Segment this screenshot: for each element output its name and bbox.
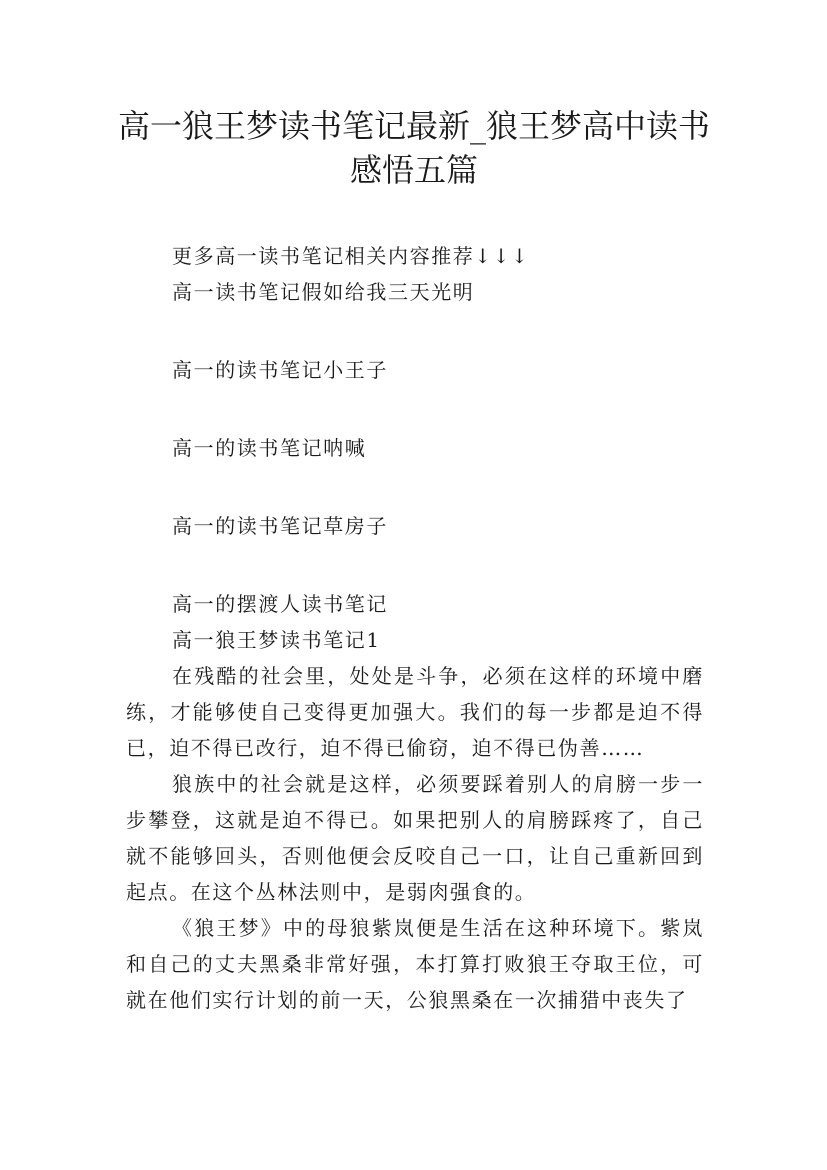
title-line-2: 感悟五篇 <box>349 151 478 189</box>
section-heading: 高一狼王梦读书笔记1 <box>172 628 381 652</box>
related-link-4[interactable]: 高一的读书笔记草房子 <box>172 514 388 538</box>
related-link-1[interactable]: 高一读书笔记假如给我三天光明 <box>172 280 475 304</box>
related-link-5[interactable]: 高一的摆渡人读书笔记 <box>172 592 388 616</box>
body-paragraph-2: 狼族中的社会就是这样，必须要踩着别人的肩膀一步一步攀登，这就是迫不得已。如果把别人的肩膀踩疼了，自己就不能够回头，否则他便会反咬自己一口，让自己重新回到起点。在这个丛林法则中，是弱肉强食的。 <box>126 772 704 904</box>
title-line-1: 高一狼王梦读书笔记最新_狼王梦高中读书 <box>117 107 710 145</box>
body-paragraph-3: 《狼王梦》中的母狼紫岚便是生活在这种环境下。紫岚和自己的丈夫黑桑非常好强，本打算打败狼王夺取王位，可就在他们实行计划的前一天，公狼黑桑在一次捕猎中丧失了 <box>126 916 704 1012</box>
related-link-3[interactable]: 高一的读书笔记呐喊 <box>172 436 367 460</box>
body-paragraph-1: 在残酷的社会里，处处是斗争，必须在这样的环境中磨练，才能够使自己变得更加强大。我们的每一步都是迫不得已，迫不得已改行，迫不得已偷窃，迫不得已伪善…… <box>126 664 704 760</box>
document-title <box>100 104 728 192</box>
recommend-intro: 更多高一读书笔记相关内容推荐↓↓↓ <box>172 244 530 268</box>
related-link-2[interactable]: 高一的读书笔记小王子 <box>172 358 388 382</box>
document-body <box>126 238 704 1018</box>
